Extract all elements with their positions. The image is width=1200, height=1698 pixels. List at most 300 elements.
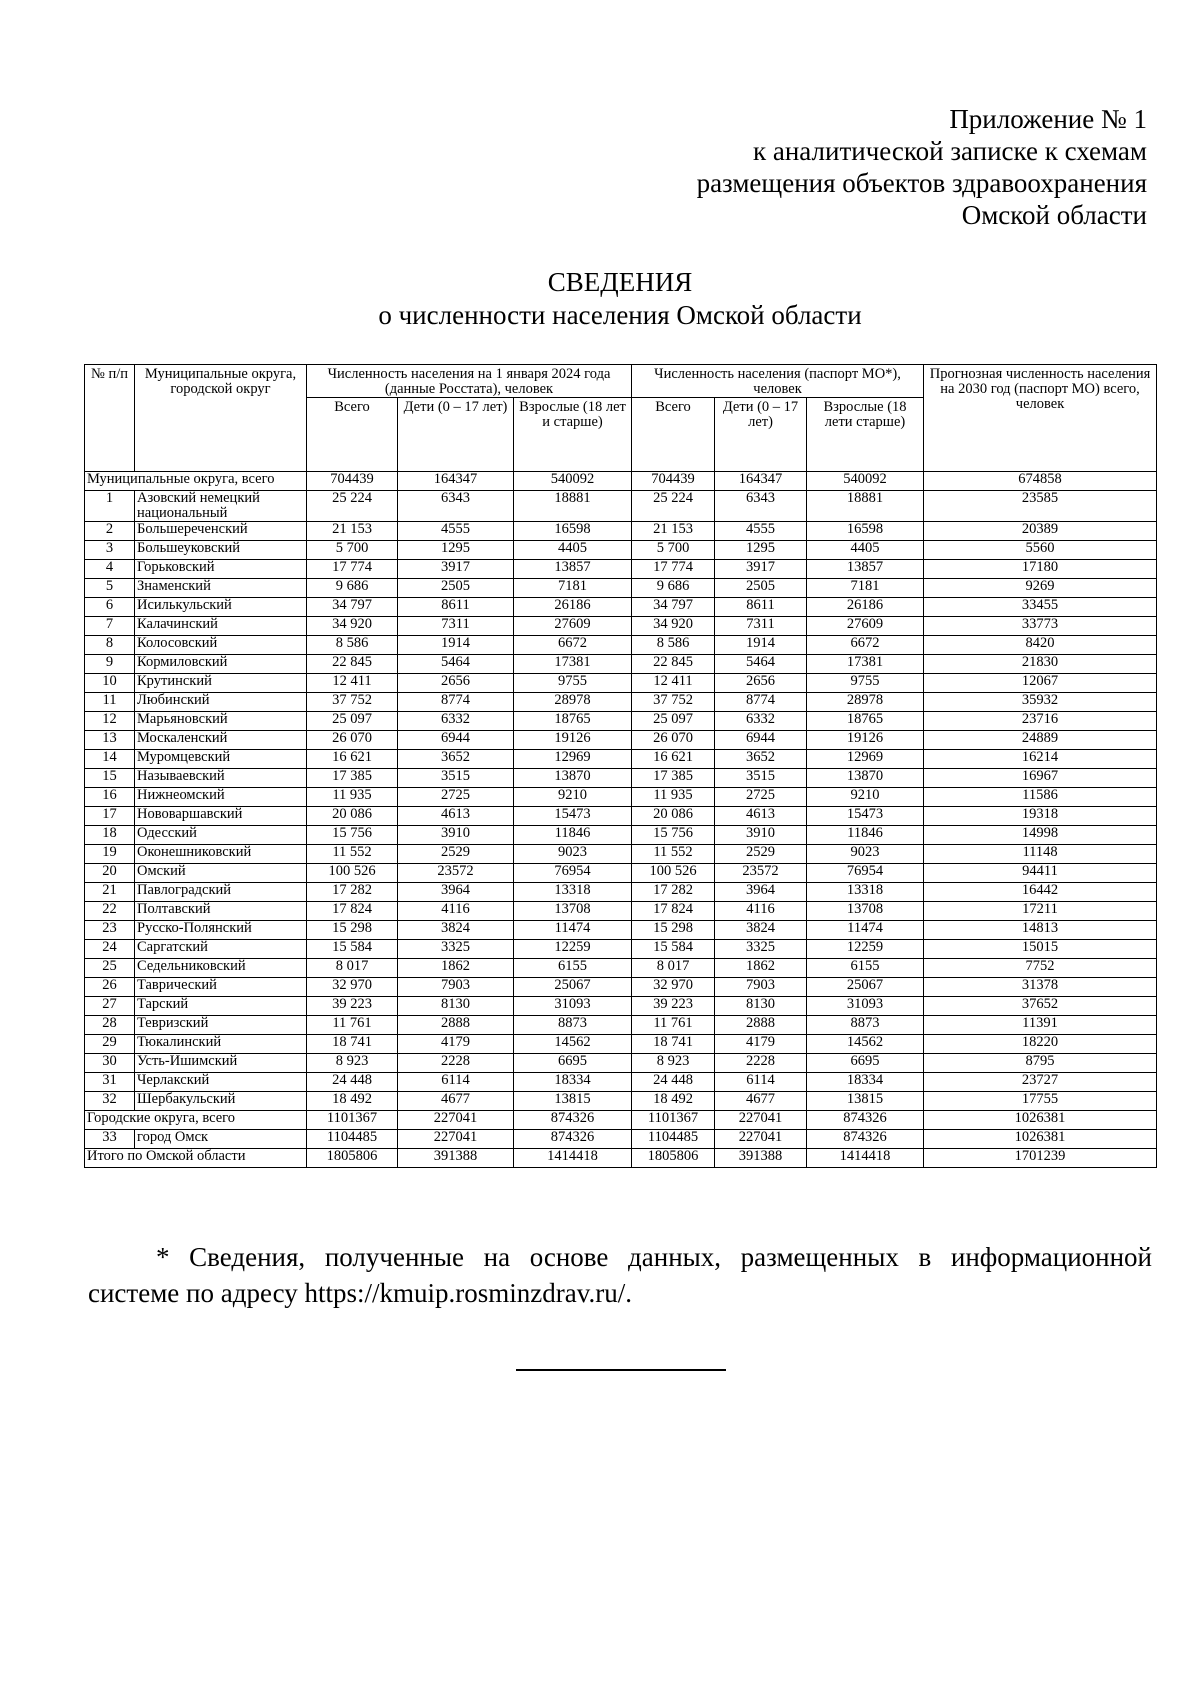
cell-value: 3652 [398,750,514,769]
cell-value: 27609 [514,617,632,636]
row-number: 16 [85,788,135,807]
cell-value: 18 492 [307,1092,398,1111]
cell-value: 9023 [514,845,632,864]
cell-value: 12969 [514,750,632,769]
cell-value: 15 298 [632,921,715,940]
cell-value: 8611 [398,598,514,617]
cell-value: 12 411 [307,674,398,693]
row-number: 31 [85,1073,135,1092]
cell-value: 227041 [715,1111,807,1130]
header-rosstat-group: Численность населения на 1 января 2024 года (данные Росстата), человек [307,365,632,398]
cell-value: 540092 [807,472,924,491]
district-name: Исилькульский [135,598,307,617]
cell-value: 76954 [514,864,632,883]
row-number: 27 [85,997,135,1016]
cell-value: 17 824 [307,902,398,921]
district-row [85,826,1157,845]
cell-value: 704439 [632,472,715,491]
cell-value: 8 586 [632,636,715,655]
cell-value: 12 411 [632,674,715,693]
district-row [85,940,1157,959]
district-row [85,579,1157,598]
cell-value: 11586 [924,788,1157,807]
cell-value: 5 700 [307,541,398,560]
appendix-line-1: Приложение № 1 [949,104,1147,134]
district-row [85,883,1157,902]
cell-value: 25 224 [307,491,398,522]
cell-value: 100 526 [632,864,715,883]
appendix-header [697,103,1147,231]
header-passport-total: Всего [632,398,715,472]
cell-value: 4116 [715,902,807,921]
row-number: 11 [85,693,135,712]
appendix-line-2: к аналитической записке к схемам [753,136,1147,166]
cell-value: 1101367 [632,1111,715,1130]
district-row [85,598,1157,617]
cell-value: 13708 [514,902,632,921]
cell-value: 1805806 [632,1149,715,1168]
cell-value: 100 526 [307,864,398,883]
cell-value: 13815 [807,1092,924,1111]
district-row [85,1054,1157,1073]
cell-value: 33455 [924,598,1157,617]
cell-value: 24889 [924,731,1157,750]
district-name: Азовский немецкий национальный [135,491,307,522]
cell-value: 18765 [514,712,632,731]
cell-value: 19126 [514,731,632,750]
district-name: Оконешниковский [135,845,307,864]
header-passport-children: Дети (0 – 17 лет) [715,398,807,472]
cell-value: 25 224 [632,491,715,522]
cell-value: 16214 [924,750,1157,769]
district-name: Калачинский [135,617,307,636]
cell-value: 874326 [807,1111,924,1130]
district-row [85,1035,1157,1054]
cell-value: 17 385 [632,769,715,788]
district-row [85,788,1157,807]
cell-value: 391388 [398,1149,514,1168]
cell-value: 15473 [807,807,924,826]
district-name: Тевризский [135,1016,307,1035]
cell-value: 1026381 [924,1130,1157,1149]
row-number: 32 [85,1092,135,1111]
cell-value: 18334 [514,1073,632,1092]
cell-value: 23572 [715,864,807,883]
cell-value: 3910 [715,826,807,845]
row-number: 15 [85,769,135,788]
row-number: 4 [85,560,135,579]
cell-value: 34 797 [632,598,715,617]
district-name: Черлакский [135,1073,307,1092]
cell-value: 8873 [807,1016,924,1035]
cell-value: 17 824 [632,902,715,921]
cell-value: 8873 [514,1016,632,1035]
cell-value: 11846 [514,826,632,845]
table-body [85,472,1157,1168]
cell-value: 37 752 [632,693,715,712]
cell-value: 4179 [398,1035,514,1054]
district-row [85,522,1157,541]
cell-value: 2656 [715,674,807,693]
row-number: 13 [85,731,135,750]
district-row [85,560,1157,579]
row-number: 17 [85,807,135,826]
cell-value: 5 700 [632,541,715,560]
cell-value: 17 282 [307,883,398,902]
cell-value: 4179 [715,1035,807,1054]
cell-value: 13815 [514,1092,632,1111]
row-number: 22 [85,902,135,921]
cell-value: 13870 [514,769,632,788]
row-number: 28 [85,1016,135,1035]
cell-value: 11474 [807,921,924,940]
header-rosstat-adults: Взрослые (18 лет и старше) [514,398,632,472]
cell-value: 11 761 [307,1016,398,1035]
cell-value: 8774 [715,693,807,712]
district-row [85,978,1157,997]
table-header [85,365,1157,472]
cell-value: 4613 [398,807,514,826]
cell-value: 13870 [807,769,924,788]
cell-value: 15015 [924,940,1157,959]
row-number: 25 [85,959,135,978]
cell-value: 4405 [807,541,924,560]
cell-value: 20389 [924,522,1157,541]
district-row [85,750,1157,769]
district-name: Тюкалинский [135,1035,307,1054]
cell-value: 227041 [398,1130,514,1149]
district-row [85,693,1157,712]
cell-value: 3515 [715,769,807,788]
total-label: Итого по Омской области [85,1149,307,1168]
cell-value: 32 970 [632,978,715,997]
cell-value: 17180 [924,560,1157,579]
cell-value: 4116 [398,902,514,921]
cell-value: 16598 [807,522,924,541]
district-row [85,959,1157,978]
cell-value: 16442 [924,883,1157,902]
district-row [85,769,1157,788]
cell-value: 4677 [398,1092,514,1111]
cell-value: 16967 [924,769,1157,788]
cell-value: 31378 [924,978,1157,997]
district-row [85,864,1157,883]
cell-value: 2505 [398,579,514,598]
district-row [85,997,1157,1016]
cell-value: 18 492 [632,1092,715,1111]
row-number: 19 [85,845,135,864]
cell-value: 8774 [398,693,514,712]
row-number: 14 [85,750,135,769]
cell-value: 11391 [924,1016,1157,1035]
district-row [85,1073,1157,1092]
cell-value: 6944 [715,731,807,750]
cell-value: 1295 [398,541,514,560]
cell-value: 164347 [398,472,514,491]
cell-value: 17 774 [307,560,398,579]
cell-value: 4613 [715,807,807,826]
header-forecast: Прогнозная численность населения на 2030 год (паспорт МО) всего, человек [924,365,1157,472]
cell-value: 31093 [807,997,924,1016]
cell-value: 8795 [924,1054,1157,1073]
cell-value: 1104485 [307,1130,398,1149]
cell-value: 9269 [924,579,1157,598]
cell-value: 7181 [807,579,924,598]
cell-value: 26186 [807,598,924,617]
district-name: Таврический [135,978,307,997]
district-name: Знаменский [135,579,307,598]
cell-value: 16 621 [307,750,398,769]
row-number: 24 [85,940,135,959]
cell-value: 3824 [715,921,807,940]
cell-value: 20 086 [307,807,398,826]
header-rosstat-children: Дети (0 – 17 лет) [398,398,514,472]
district-row [85,491,1157,522]
row-number: 8 [85,636,135,655]
cell-value: 18 741 [632,1035,715,1054]
cell-value: 2656 [398,674,514,693]
cell-value: 14998 [924,826,1157,845]
row-number: 2 [85,522,135,541]
cell-value: 34 920 [307,617,398,636]
district-name: город Омск [135,1130,307,1149]
district-name: Саргатский [135,940,307,959]
cell-value: 6944 [398,731,514,750]
footnote [88,1239,1152,1311]
cell-value: 9755 [514,674,632,693]
cell-value: 31093 [514,997,632,1016]
row-number: 21 [85,883,135,902]
cell-value: 3917 [398,560,514,579]
cell-value: 874326 [807,1130,924,1149]
cell-value: 94411 [924,864,1157,883]
cell-value: 2888 [715,1016,807,1035]
cell-value: 18881 [514,491,632,522]
cell-value: 3515 [398,769,514,788]
city-row [85,1130,1157,1149]
cell-value: 6114 [398,1073,514,1092]
district-name: Муромцевский [135,750,307,769]
cell-value: 1414418 [807,1149,924,1168]
cell-value: 3325 [715,940,807,959]
cell-value: 17 774 [632,560,715,579]
row-number: 5 [85,579,135,598]
cell-value: 1914 [715,636,807,655]
cell-value: 8 923 [307,1054,398,1073]
district-name: Горьковский [135,560,307,579]
header-passport-adults: Взрослые (18 лети старше) [807,398,924,472]
cell-value: 164347 [715,472,807,491]
cell-value: 8130 [398,997,514,1016]
cell-value: 15 756 [632,826,715,845]
summary-label: Муниципальные округа, всего [85,472,307,491]
district-name: Крутинский [135,674,307,693]
cell-value: 2725 [715,788,807,807]
row-number: 20 [85,864,135,883]
cell-value: 3652 [715,750,807,769]
cell-value: 1101367 [307,1111,398,1130]
cell-value: 26186 [514,598,632,617]
cell-value: 14562 [514,1035,632,1054]
row-number: 9 [85,655,135,674]
cell-value: 16 621 [632,750,715,769]
cell-value: 28978 [807,693,924,712]
cell-value: 9210 [514,788,632,807]
cell-value: 21830 [924,655,1157,674]
district-row [85,731,1157,750]
cell-value: 11148 [924,845,1157,864]
cell-value: 17 385 [307,769,398,788]
cell-value: 11 935 [307,788,398,807]
district-name: Седельниковский [135,959,307,978]
cell-value: 17381 [807,655,924,674]
cell-value: 3824 [398,921,514,940]
cell-value: 13318 [514,883,632,902]
document-subtitle: о численности населения Омской области [378,300,862,330]
row-number: 3 [85,541,135,560]
district-name: Шербакульский [135,1092,307,1111]
cell-value: 18 741 [307,1035,398,1054]
district-name: Усть-Ишимский [135,1054,307,1073]
document-title-block [0,266,1200,332]
cell-value: 6695 [514,1054,632,1073]
cell-value: 16598 [514,522,632,541]
cell-value: 8 017 [632,959,715,978]
cell-value: 14813 [924,921,1157,940]
district-row [85,921,1157,940]
cell-value: 5464 [715,655,807,674]
row-number: 1 [85,491,135,522]
cell-value: 25067 [807,978,924,997]
district-row [85,807,1157,826]
cell-value: 1805806 [307,1149,398,1168]
cell-value: 5464 [398,655,514,674]
cell-value: 17755 [924,1092,1157,1111]
cell-value: 11846 [807,826,924,845]
cell-value: 23716 [924,712,1157,731]
cell-value: 18220 [924,1035,1157,1054]
cell-value: 23727 [924,1073,1157,1092]
cell-value: 1414418 [514,1149,632,1168]
cell-value: 25 097 [307,712,398,731]
cell-value: 2725 [398,788,514,807]
cell-value: 37 752 [307,693,398,712]
summary-label: Городские округа, всего [85,1111,307,1130]
row-number: 23 [85,921,135,940]
cell-value: 8 586 [307,636,398,655]
cell-value: 11 552 [307,845,398,864]
district-name: Тарский [135,997,307,1016]
district-name: Нижнеомский [135,788,307,807]
cell-value: 13857 [514,560,632,579]
cell-value: 2529 [715,845,807,864]
cell-value: 11 935 [632,788,715,807]
cell-value: 25 097 [632,712,715,731]
row-number: 12 [85,712,135,731]
cell-value: 18881 [807,491,924,522]
row-number: 33 [85,1130,135,1149]
row-number: 18 [85,826,135,845]
district-row [85,617,1157,636]
cell-value: 18765 [807,712,924,731]
district-row [85,674,1157,693]
cell-value: 39 223 [632,997,715,1016]
cell-value: 15 298 [307,921,398,940]
cell-value: 7752 [924,959,1157,978]
cell-value: 6114 [715,1073,807,1092]
cell-value: 6343 [398,491,514,522]
appendix-line-4: Омской области [961,200,1147,230]
cell-value: 27609 [807,617,924,636]
cell-value: 19318 [924,807,1157,826]
district-row [85,1016,1157,1035]
cell-value: 1295 [715,541,807,560]
row-number: 30 [85,1054,135,1073]
district-name: Нововаршавский [135,807,307,826]
cell-value: 33773 [924,617,1157,636]
cell-value: 11 761 [632,1016,715,1035]
cell-value: 704439 [307,472,398,491]
cell-value: 8 923 [632,1054,715,1073]
footnote-line-2: системе по адресу https://kmuip.rosminzdrav.ru/. [88,1278,632,1308]
cell-value: 227041 [715,1130,807,1149]
cell-value: 7181 [514,579,632,598]
cell-value: 7311 [398,617,514,636]
cell-value: 6695 [807,1054,924,1073]
footnote-line-1: * Сведения, полученные на основе данных, размещенных в информационной [156,1242,1152,1272]
cell-value: 11 552 [632,845,715,864]
cell-value: 1862 [398,959,514,978]
cell-value: 13857 [807,560,924,579]
cell-value: 9210 [807,788,924,807]
cell-value: 12259 [514,940,632,959]
cell-value: 540092 [514,472,632,491]
row-number: 10 [85,674,135,693]
cell-value: 3917 [715,560,807,579]
document-title: СВЕДЕНИЯ [547,267,693,297]
row-number: 29 [85,1035,135,1054]
row-number: 26 [85,978,135,997]
header-district: Муниципальные округа, городской округ [135,365,307,472]
cell-value: 23572 [398,864,514,883]
district-name: Русско-Полянский [135,921,307,940]
district-row [85,845,1157,864]
cell-value: 6672 [807,636,924,655]
summary-row-municipal [85,472,1157,491]
district-name: Кормиловский [135,655,307,674]
cell-value: 12067 [924,674,1157,693]
cell-value: 34 797 [307,598,398,617]
cell-value: 17 282 [632,883,715,902]
district-name: Одесский [135,826,307,845]
cell-value: 6155 [514,959,632,978]
cell-value: 26 070 [632,731,715,750]
cell-value: 21 153 [307,522,398,541]
cell-value: 6155 [807,959,924,978]
cell-value: 15 584 [307,940,398,959]
cell-value: 7903 [398,978,514,997]
cell-value: 12259 [807,940,924,959]
district-row [85,636,1157,655]
cell-value: 6332 [715,712,807,731]
district-row [85,902,1157,921]
cell-value: 9 686 [307,579,398,598]
district-name: Омский [135,864,307,883]
district-name: Москаленский [135,731,307,750]
cell-value: 4555 [398,522,514,541]
cell-value: 6672 [514,636,632,655]
cell-value: 874326 [514,1111,632,1130]
